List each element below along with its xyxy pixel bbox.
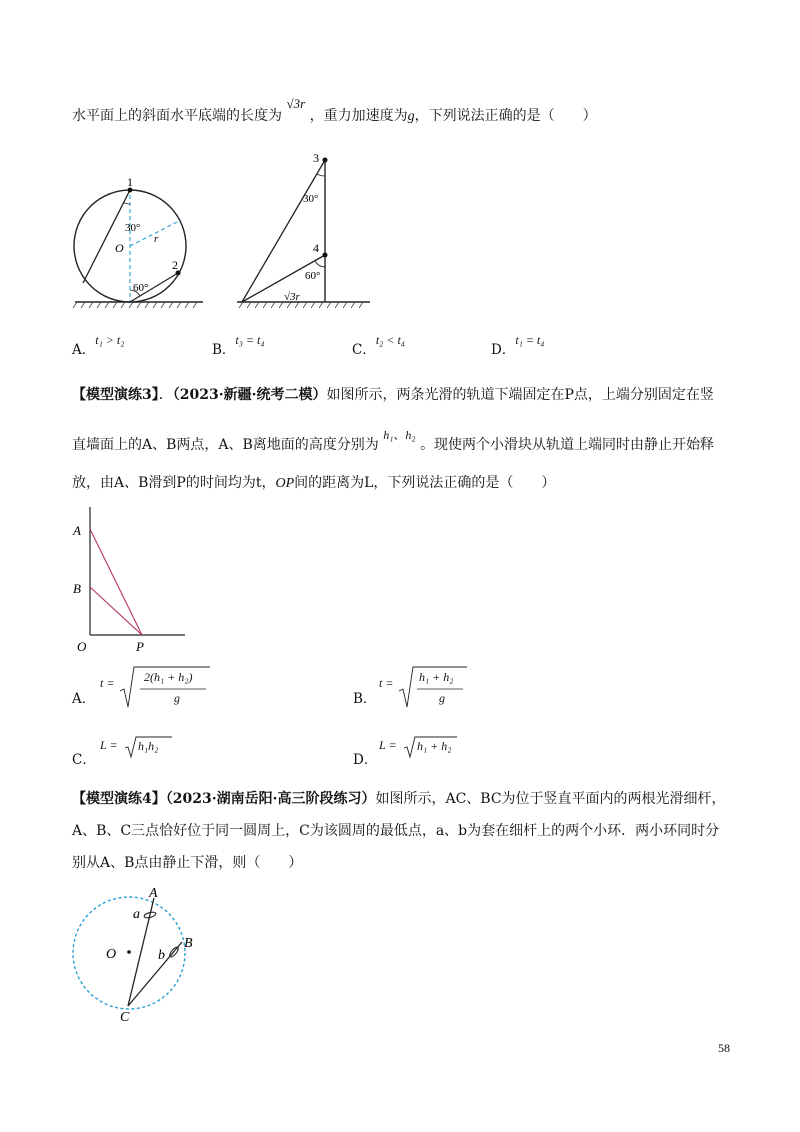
label-B: B xyxy=(73,581,81,596)
fraction-denominator: g xyxy=(174,691,180,705)
question-text: ，重力加速度为 xyxy=(309,108,408,124)
sqrt3r-expr: √3r xyxy=(286,96,306,111)
label-A: A xyxy=(73,523,81,538)
q4-line-1 xyxy=(72,790,726,808)
label-b: b xyxy=(158,948,165,963)
point-3-dot xyxy=(323,158,328,163)
label-r: r xyxy=(154,233,159,245)
op-symbol: OP xyxy=(275,476,295,491)
angle-30-label: 30° xyxy=(125,222,141,234)
option-expr: t₂ < t₄ xyxy=(375,333,405,347)
h1-h2-expr: h₁、h₂ xyxy=(383,428,416,442)
q4-tag: 【模型演练4】 xyxy=(72,791,166,807)
q4-line-3: 别从A、B点由静止下滑，则（ ） xyxy=(72,855,303,871)
prev-question-line xyxy=(72,96,597,126)
point-4-dot xyxy=(323,253,328,258)
angle-arc-30 xyxy=(317,174,325,176)
q3-line-3: 放，由A、B滑到P的时间均为t，OP间的距离为L，下列说法正确的是（ ） xyxy=(72,475,556,491)
question-text: 水平面上的斜面水平底端的长度为 xyxy=(72,108,282,124)
label-C: C xyxy=(120,1010,130,1025)
base-length-label: √3r xyxy=(284,291,300,303)
label-P: P xyxy=(136,639,144,654)
q3-source: （2023·新疆·统考二模） xyxy=(172,387,327,403)
option-expr: t₁ = t₄ xyxy=(515,333,545,347)
wall-incline-figure xyxy=(225,148,375,313)
option-b[interactable]: B．t₃ = t₄ xyxy=(212,333,265,358)
g-symbol: g xyxy=(407,109,415,124)
angle-arc-60 xyxy=(315,261,325,267)
question-text: ，下列说法正确的是（ ） xyxy=(414,108,597,124)
page-number: 58 xyxy=(718,1041,730,1055)
option-a[interactable]: A．t₁ > t₂ xyxy=(72,333,125,358)
fraction-numerator: 2(h₁ + h₂) xyxy=(144,670,193,684)
ground-hatch xyxy=(239,302,363,308)
label-3: 3 xyxy=(313,151,319,165)
label-1: 1 xyxy=(127,175,133,189)
label-O: O xyxy=(115,241,124,255)
label-O: O xyxy=(77,639,87,654)
circle-incline-figure xyxy=(65,170,210,310)
q4-line-2: A、B、C三点恰好位于同一圆周上，C为该圆周的最低点，a、b为套在细杆上的两个小环．两小环同时分 xyxy=(72,823,720,839)
circle-rods-figure xyxy=(70,885,210,1025)
q3-line-1: 【模型演练3】．（2023·新疆·统考二模）如图所示，两条光滑的轨道下端固定在P点，上端分别固定在竖 xyxy=(72,387,714,403)
label-4: 4 xyxy=(313,241,319,255)
option-expr: t₁ > t₂ xyxy=(95,333,125,347)
angle-30-label: 30° xyxy=(303,193,319,205)
angle-60-label: 60° xyxy=(305,270,321,282)
label-2: 2 xyxy=(172,258,178,272)
radicand: h₁h₂ xyxy=(138,739,159,753)
angle-60-label: 60° xyxy=(133,282,149,294)
ground-hatch xyxy=(73,302,197,308)
label-A: A xyxy=(149,886,158,901)
chord-1 xyxy=(83,190,130,283)
q3-tag: 【模型演练3】 xyxy=(72,387,159,403)
q4-text: 如图所示，AC、BC为位于竖直平面内的两根光滑细杆， xyxy=(375,791,726,807)
q3-line-2: 直墙面上的A、B两点，A、B离地面的高度分别为 h₁、h₂ 。现使两个小滑块从轨道上端同时由静止开始释 xyxy=(72,428,715,453)
option-expr: t₃ = t₄ xyxy=(235,333,265,347)
angle-arc-30 xyxy=(124,203,131,205)
option-c[interactable]: C．t₂ < t₄ xyxy=(352,333,405,358)
label-O: O xyxy=(106,947,117,962)
radicand: h₁ + h₂ xyxy=(417,739,452,753)
fraction-denominator: g xyxy=(439,691,445,705)
label-a: a xyxy=(133,907,140,922)
center-dot xyxy=(127,950,131,954)
label-B: B xyxy=(184,936,193,951)
wall-tracks-figure xyxy=(70,505,190,655)
q4-source: （2023·湖南岳阳·高三阶段练习） xyxy=(165,791,376,807)
track-B xyxy=(90,587,142,635)
track-A xyxy=(90,529,142,635)
option-d[interactable]: D．t₁ = t₄ xyxy=(491,333,545,358)
fraction-numerator: h₁ + h₂ xyxy=(419,670,454,684)
q3-text: 如图所示，两条光滑的轨道下端固定在P点，上端分别固定在竖 xyxy=(326,387,714,403)
